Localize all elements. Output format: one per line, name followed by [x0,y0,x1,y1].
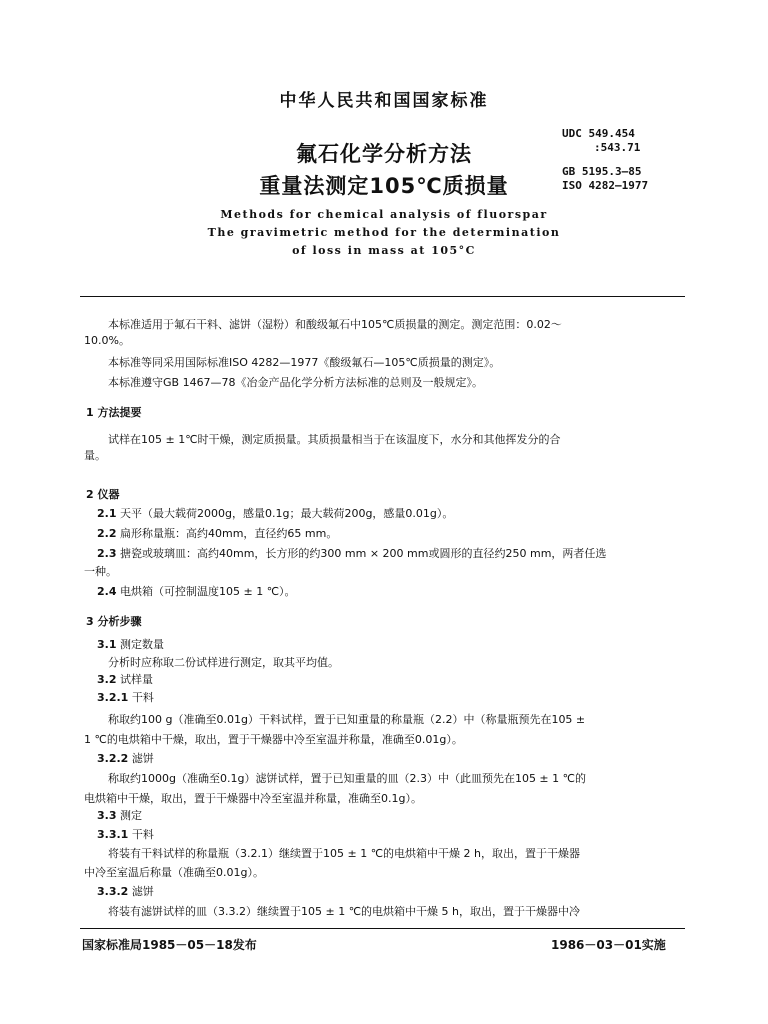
item-title: 干料 [131,691,154,704]
item-number: 2.4 [97,585,117,598]
footer-rule [80,928,685,929]
item-number: 3.2.2 [97,752,129,765]
top-rule [80,296,685,297]
item-number: 3.3 [97,809,117,822]
item-3-2-1-text: 称取约100 g（准确至0.01g）干料试样，置于已知重量的称量瓶（2.2）中（称量瓶预先在105 ± [108,713,586,726]
document-title-line2: 重量法测定105℃质损量 [259,174,509,198]
item-title: 测定数量 [120,638,164,651]
item-text: 搪瓷或玻璃皿：高约40mm，长方形的约300 mm × 200 mm或圆形的直径约250 mm，两者任选 [120,547,607,560]
item-number: 3.2 [97,673,117,686]
item-2-4 [97,585,296,599]
section-3-heading: 3 分析步骤 [86,615,142,628]
gb-code: GB 5195.3—85 [562,165,642,178]
implementation-date: 1986－03－01实施 [551,938,666,952]
item-number: 2.2 [97,527,117,540]
item-3-3-1-text-cont: 中冷至室温后称量（准确至0.01g）。 [84,866,264,879]
item-number: 3.3.1 [97,828,129,841]
item-3-1-text: 分析时应称取二份试样进行测定，取其平均值。 [108,656,339,669]
publish-date: 国家标准局1985－05－18发布 [82,938,257,952]
intro-paragraph-3: 本标准遵守GB 1467—78《冶金产品化学分析方法标准的总则及一般规定》。 [108,376,484,389]
item-3-3-2 [97,885,154,899]
item-3-2-2-text: 称取约1000g（准确至0.1g）滤饼试样，置于已知重量的皿（2.3）中（此皿预先在105 ± 1 ℃的 [108,772,586,785]
item-number: 3.2.1 [97,691,129,704]
english-title-line3: of loss in mass at 105°C [292,244,476,257]
standard-header: 中华人民共和国国家标准 [279,91,489,111]
section-1-text-cont: 量。 [84,449,106,462]
section-1-heading: 1 方法提要 [86,406,142,419]
item-3-2-2-text-cont: 电烘箱中干燥，取出，置于干燥器中冷至室温并称量，准确至0.1g）。 [84,792,422,805]
item-text: 扁形称量瓶：高约40mm，直径约65 mm。 [120,527,338,540]
item-text: 天平（最大载荷2000g，感量0.1g；最大载荷200g，感量0.01g）。 [120,507,454,520]
item-number: 2.3 [97,547,117,560]
item-3-3-1-text: 将装有干料试样的称量瓶（3.2.1）继续置于105 ± 1 ℃的电烘箱中干燥 2 h，取出，置于干燥器 [108,847,581,860]
item-number: 3.3.2 [97,885,129,898]
udc-code-sub: :543.71 [594,141,641,154]
english-title-line1: Methods for chemical analysis of fluorspar [220,208,548,221]
item-2-2 [97,527,337,541]
item-3-2 [97,673,153,687]
item-title: 滤饼 [131,885,154,898]
item-title: 干料 [131,828,154,841]
item-3-3 [97,809,142,823]
item-3-3-1 [97,828,154,842]
udc-code: UDC 549.454 [562,127,635,140]
iso-code: ISO 4282—1977 [562,179,649,192]
intro-paragraph-2: 本标准等同采用国际标准ISO 4282—1977《酸级氟石—105℃质损量的测定》。 [108,356,501,369]
item-title: 测定 [120,809,142,822]
intro-paragraph-1-cont: 10.0%。 [84,334,130,347]
item-number: 2.1 [97,507,117,520]
document-title-line1: 氟石化学分析方法 [296,142,472,166]
item-3-2-2 [97,752,154,766]
item-title: 滤饼 [131,752,154,765]
item-title: 试样量 [120,673,153,686]
item-2-3-cont: 一种。 [84,565,117,578]
item-3-2-1-text-cont: 1 ℃的电烘箱中干燥，取出，置于干燥器中冷至室温并称量，准确至0.01g）。 [84,733,463,746]
intro-paragraph-1: 本标准适用于氟石干料、滤饼（湿粉）和酸级氟石中105℃质损量的测定。测定范围：0.02～ [108,318,562,331]
section-2-heading: 2 仪器 [86,488,120,501]
item-text: 电烘箱（可控制温度105 ± 1 ℃）。 [120,585,296,598]
english-title-line2: The gravimetric method for the determination [207,226,561,239]
item-3-1 [97,638,164,652]
item-3-2-1 [97,691,154,705]
item-2-1 [97,507,453,521]
item-2-3 [97,547,606,561]
item-3-3-2-text: 将装有滤饼试样的皿（3.3.2）继续置于105 ± 1 ℃的电烘箱中干燥 5 h，取出，置于干燥器中冷 [108,905,581,918]
section-1-text: 试样在105 ± 1℃时干燥，测定质损量。其质损量相当于在该温度下，水分和其他挥发分的合 [108,433,561,446]
item-number: 3.1 [97,638,117,651]
